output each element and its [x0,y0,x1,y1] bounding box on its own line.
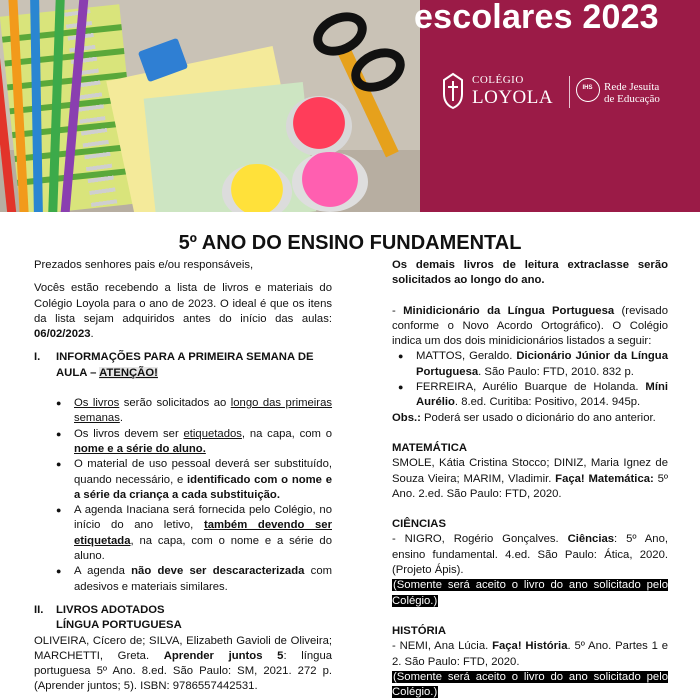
history-book-reference [392,639,668,670]
logo-college-name: LOYOLA [472,87,554,108]
list-item [56,503,332,564]
intro-date: 06/02/2023 [34,328,91,341]
ref-title: Ciências [567,533,615,546]
list-item [56,457,332,503]
item-text: . 8.ed. Curitiba: Positivo, 2014. 945p. [454,396,641,409]
list-item [398,349,668,380]
highlighted-note: (Somente será aceito o livro do ano solicitado pelo Colégio.) [392,579,668,607]
dictionary-list [398,349,668,410]
ref-title: Faça! Matemática: [555,472,654,485]
item-text: . [119,412,123,425]
section-first-week [34,350,332,381]
paint-pot-yellow [222,164,292,212]
subject-title: LÍNGUA PORTUGUESA [56,619,182,632]
dictionary-paragraph [392,304,668,350]
section-number: II. [34,603,44,616]
item-text: Os livros [74,397,120,410]
item-text: MATTOS, Geraldo. [416,350,517,363]
college-logo [440,72,680,112]
section-adopted-books [34,603,332,634]
item-title: Dicionário Júnior da Língua Portuguesa [416,350,668,378]
paint-pot-red [286,96,352,156]
intro-paragraph [34,281,332,342]
ref-text: . 5º Ano. Partes 1 e 2. São Paulo: FTD, 2020. [392,640,668,668]
item-text: . São Paulo: FTD, 2010. 832 p. [478,365,634,378]
item-text: identificado com o nome e a série da criança a cada substituição. [74,473,332,501]
ref-text: SMOLE, Kátia Cristina Stocco; DINIZ, Maria Ignez de Souza Vieira; MARIM, Vladimir. [392,457,668,485]
school-supplies-photo [0,0,420,212]
math-title: MATEMÁTICA [392,441,468,454]
item-text: , na capa, com o [241,427,332,440]
item-text: O material de uso pessoal deverá ser substituído, quando necessário, e [74,458,332,486]
page-heading: 5º ANO DO ENSINO FUNDAMENTAL [178,232,522,254]
science-note [392,578,668,609]
dict-text: - [392,304,404,317]
history-title: HISTÓRIA [392,624,446,637]
ref-title: Faça! História [492,640,568,653]
ref-text: 5º Ano. 2.ed. São Paulo: FTD, 2020. [392,472,668,500]
item-text: FERREIRA, Aurélio Buarque de Holanda. [416,381,646,394]
item-text: , na capa, com o nome e a série do aluno. [74,534,332,563]
item-text: A agenda Inaciana será fornecida pelo Colégio, no início do ano letivo, [74,504,332,532]
ref-text: - NIGRO, Rogério Gonçalves. [392,533,568,546]
item-text: etiquetados [183,427,242,440]
list-item [398,380,668,411]
section-title-text: INFORMAÇÕES PARA A PRIMEIRA SEMANA DE AULA – [56,351,314,379]
obs-note [392,411,668,426]
history-note [392,670,668,700]
left-column [34,258,332,695]
list-item [56,427,332,458]
ref-text: : 5º Ano, ensino fundamental. 4.ed. São Paulo: Ática, 2020. (Projeto Ápis). [392,533,668,577]
highlighted-note: (Somente será aceito o livro do ano solicitado pelo Colégio.) [392,670,668,699]
section-title [56,350,332,381]
ref-text: : língua portuguesa 5º Ano. 8.ed. São Paulo: SM, 2021. 272 p. (Aprender juntos; 5). ISBN: 9786557442531. [34,649,333,693]
item-text: Os livros devem ser [74,427,184,440]
item-text: nome e a série do aluno. [74,442,206,455]
item-text: não deve ser descaracterizada [131,565,305,578]
list-item [56,396,332,427]
right-column [392,258,668,700]
dict-text: (revisado conforme o Novo Acordo Ortográfico). O Colégio indica um dos dois minidicionários listados a seguir: [392,304,669,348]
item-text: também devendo ser etiquetada [74,519,332,547]
obs-text: Poderá ser usado o dicionário do ano anterior. [420,411,656,424]
item-text: A agenda [74,565,132,578]
greeting: Prezados senhores pais e/ou responsáveis, [34,259,254,271]
header-banner [0,0,700,212]
section-title: LIVROS ADOTADOS [56,603,165,616]
section-title-block [56,603,332,634]
item-title: Míni Aurélio [416,381,668,409]
paint-pot-pink [292,152,368,212]
network-line-1: Rede Jesuíta [604,81,660,93]
obs-label: Obs.: [392,411,421,424]
science-book-reference [392,532,668,578]
crest-icon [440,72,466,110]
intro-text: Vocês estão recebendo a lista de livros e materiais do Colégio Loyola para o ano de 2023. O ideal é que os itens da lista sejam adquiridos antes do início das aulas: [34,282,332,325]
item-text: com adesivos e materiais similares. [74,565,333,593]
logo-divider [569,76,570,108]
science-title: CIÊNCIAS [392,518,446,531]
banner-title: escolares 2023 [414,0,659,36]
ref-text: - NEMI, Ana Lúcia. [392,640,493,653]
seal-text: IHS [582,85,593,91]
item-text: longo das primeiras semanas [74,397,333,425]
list-item [56,564,332,595]
ref-text: OLIVEIRA, Cícero de; SILVA, Elizabeth Gavioli de Oliveira; MARCHETTI, Greta. [34,634,332,662]
intro-end: . [90,328,94,341]
math-book-reference [392,456,668,502]
jesuit-seal-icon [576,78,600,102]
logo-college-label: COLÉGIO [472,74,524,86]
portuguese-book-reference [34,634,332,695]
section-number: I. [34,351,41,364]
dict-title: Minidicionário da Língua Portuguesa [403,304,615,317]
network-name [604,81,660,105]
network-line-2: de Educação [604,93,660,105]
attention-label: ATENÇÃO! [99,366,158,379]
extra-reading-note: Os demais livros de leitura extraclasse serão solicitados ao longo do ano. [392,259,668,287]
item-text: serão solicitados ao [119,397,231,410]
first-week-list [56,396,332,595]
ref-title: Aprender juntos 5 [163,649,284,662]
